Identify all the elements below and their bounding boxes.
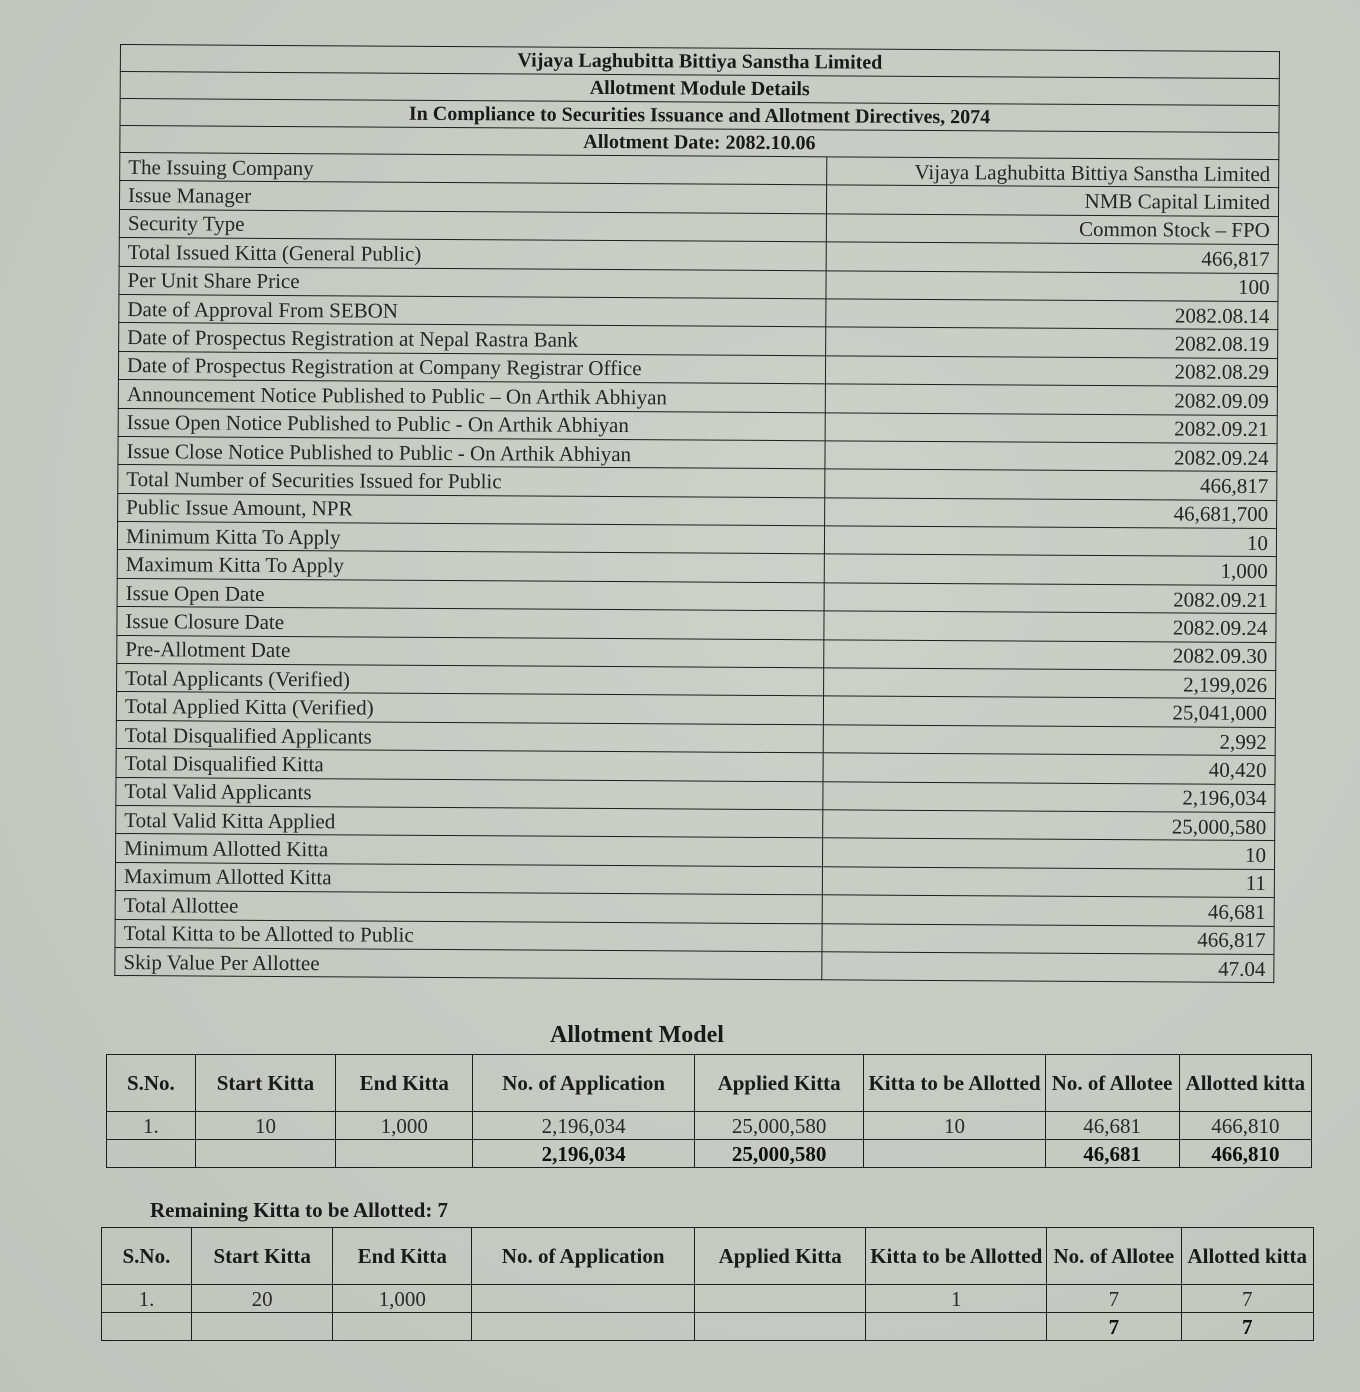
header-subtitle: Allotment Module Details — [120, 72, 1279, 106]
table-cell — [695, 1285, 866, 1313]
column-header: End Kitta — [333, 1228, 472, 1285]
total-cell — [472, 1313, 695, 1341]
column-header: Start Kitta — [195, 1055, 335, 1112]
detail-value: 1,000 — [824, 554, 1276, 585]
detail-label: Total Kitta to be Allotted to Public — [115, 919, 822, 952]
table-cell: 25,000,580 — [694, 1112, 864, 1140]
detail-value: 46,681 — [822, 895, 1274, 926]
detail-label: Date of Approval From SEBON — [119, 294, 826, 327]
total-cell — [102, 1313, 192, 1341]
detail-value: 10 — [824, 526, 1276, 557]
table-cell: 1. — [107, 1112, 196, 1140]
detail-label: Maximum Allotted Kitta — [115, 862, 822, 895]
remaining-kitta-title: Remaining Kitta to be Allotted: 7 — [150, 1198, 449, 1222]
total-row — [102, 1313, 1314, 1341]
detail-value: 2082.09.24 — [825, 441, 1277, 472]
allotment-model-table — [106, 1054, 1312, 1168]
detail-label: Total Applicants (Verified) — [117, 664, 824, 697]
column-header: S.No. — [102, 1228, 192, 1285]
detail-label: Maximum Kitta To Apply — [117, 550, 824, 583]
detail-label: Security Type — [119, 209, 826, 242]
total-cell: 46,681 — [1045, 1140, 1179, 1168]
total-cell — [333, 1313, 472, 1341]
detail-label: Total Allottee — [115, 891, 822, 924]
detail-value: 10 — [822, 838, 1274, 869]
table-cell: 1. — [102, 1285, 192, 1313]
table-cell — [472, 1285, 695, 1313]
total-cell — [695, 1313, 866, 1341]
detail-label: Pre-Allotment Date — [117, 635, 824, 668]
remaining-allotment-table — [101, 1227, 1314, 1341]
table-row — [107, 1112, 1312, 1140]
detail-value: 2082.09.21 — [825, 412, 1277, 443]
column-header: No. of Allotee — [1047, 1228, 1181, 1285]
detail-label: Date of Prospectus Registration at Nepal Rastra Bank — [119, 323, 826, 356]
detail-label: Minimum Kitta To Apply — [117, 522, 824, 555]
detail-value: 466,817 — [822, 923, 1274, 954]
detail-value: NMB Capital Limited — [826, 185, 1278, 216]
detail-label: Skip Value Per Allottee — [115, 947, 822, 980]
column-header: Allotted kitta — [1181, 1228, 1313, 1285]
detail-value: 2,196,034 — [823, 781, 1275, 812]
allotment-details-table — [114, 44, 1280, 983]
detail-value: 466,817 — [826, 242, 1278, 273]
column-header: Start Kitta — [191, 1228, 333, 1285]
column-header: Allotted kitta — [1179, 1055, 1311, 1112]
column-header: Applied Kitta — [695, 1228, 866, 1285]
detail-label: Total Applied Kitta (Verified) — [116, 692, 823, 725]
detail-value: 25,041,000 — [823, 696, 1275, 727]
header-company: Vijaya Laghubitta Bittiya Sanstha Limited — [120, 45, 1279, 79]
column-header: Kitta to be Allotted — [866, 1228, 1047, 1285]
total-cell — [864, 1140, 1045, 1168]
table-cell: 1 — [866, 1285, 1047, 1313]
detail-value: 2082.08.14 — [826, 299, 1278, 330]
table-cell: 20 — [191, 1285, 333, 1313]
allotment-model-header-row — [107, 1055, 1312, 1112]
detail-value: 2082.09.21 — [824, 583, 1276, 614]
column-header: End Kitta — [336, 1055, 473, 1112]
table-cell: 1,000 — [336, 1112, 473, 1140]
detail-value: 2082.09.30 — [824, 639, 1276, 670]
column-header: Kitta to be Allotted — [864, 1055, 1045, 1112]
column-header: No. of Application — [472, 1228, 695, 1285]
table-cell: 1,000 — [333, 1285, 472, 1313]
total-cell: 7 — [1047, 1313, 1181, 1341]
table-cell: 10 — [195, 1112, 335, 1140]
column-header: No. of Allotee — [1045, 1055, 1179, 1112]
detail-value: Vijaya Laghubitta Bittiya Sanstha Limited — [827, 157, 1279, 188]
table-cell: 7 — [1181, 1285, 1313, 1313]
detail-label: Per Unit Share Price — [119, 266, 826, 299]
total-cell — [107, 1140, 196, 1168]
detail-label: Announcement Notice Published to Public – On Arthik Abhiyan — [118, 380, 825, 413]
header-allotment-date: Allotment Date: 2082.10.06 — [120, 126, 1279, 160]
detail-value: 47.04 — [822, 952, 1274, 983]
total-cell: 7 — [1181, 1313, 1313, 1341]
detail-value: 2082.08.29 — [825, 356, 1277, 387]
detail-label: Total Valid Applicants — [116, 777, 823, 810]
total-cell: 466,810 — [1179, 1140, 1311, 1168]
total-row — [107, 1140, 1312, 1168]
remaining-header-row — [102, 1228, 1314, 1285]
column-header: No. of Application — [473, 1055, 694, 1112]
detail-label: Issue Open Notice Published to Public - On Arthik Abhiyan — [118, 408, 825, 441]
table-cell: 10 — [864, 1112, 1045, 1140]
detail-label: Public Issue Amount, NPR — [118, 493, 825, 526]
detail-value: 466,817 — [825, 469, 1277, 500]
detail-value: 2082.08.19 — [826, 327, 1278, 358]
table-cell: 466,810 — [1179, 1112, 1311, 1140]
detail-value: 2,199,026 — [824, 668, 1276, 699]
column-header: S.No. — [107, 1055, 196, 1112]
detail-value: 2,992 — [823, 725, 1275, 756]
total-cell: 25,000,580 — [694, 1140, 864, 1168]
total-cell — [191, 1313, 333, 1341]
header-compliance: In Compliance to Securities Issuance and Allotment Directives, 2074 — [120, 99, 1279, 133]
total-cell: 2,196,034 — [473, 1140, 694, 1168]
detail-label: Issue Manager — [119, 181, 826, 214]
detail-label: Total Disqualified Kitta — [116, 749, 823, 782]
detail-value: 2082.09.09 — [825, 384, 1277, 415]
column-header: Applied Kitta — [694, 1055, 864, 1112]
detail-label: Date of Prospectus Registration at Company Registrar Office — [118, 351, 825, 384]
detail-label: Total Valid Kitta Applied — [116, 805, 823, 838]
detail-value: 11 — [822, 867, 1274, 898]
total-cell — [336, 1140, 473, 1168]
table-row — [102, 1285, 1314, 1313]
table-cell: 7 — [1047, 1285, 1181, 1313]
detail-label: Total Disqualified Applicants — [116, 720, 823, 753]
detail-label: Total Number of Securities Issued for Public — [118, 465, 825, 498]
detail-value: 46,681,700 — [825, 498, 1277, 529]
total-cell — [866, 1313, 1047, 1341]
table-cell: 2,196,034 — [473, 1112, 694, 1140]
detail-label: Issue Close Notice Published to Public - On Arthik Abhiyan — [118, 436, 825, 469]
detail-value: 100 — [826, 270, 1278, 301]
detail-label: Issue Open Date — [117, 578, 824, 611]
detail-value: 2082.09.24 — [824, 611, 1276, 642]
total-cell — [195, 1140, 335, 1168]
detail-value: 40,420 — [823, 753, 1275, 784]
detail-label: Total Issued Kitta (General Public) — [119, 238, 826, 271]
detail-value: 25,000,580 — [823, 810, 1275, 841]
detail-label: Minimum Allotted Kitta — [116, 834, 823, 867]
detail-label: Issue Closure Date — [117, 607, 824, 640]
table-cell: 46,681 — [1045, 1112, 1179, 1140]
allotment-model-title: Allotment Model — [550, 1022, 724, 1048]
detail-label: The Issuing Company — [120, 153, 827, 186]
detail-value: Common Stock – FPO — [826, 214, 1278, 245]
